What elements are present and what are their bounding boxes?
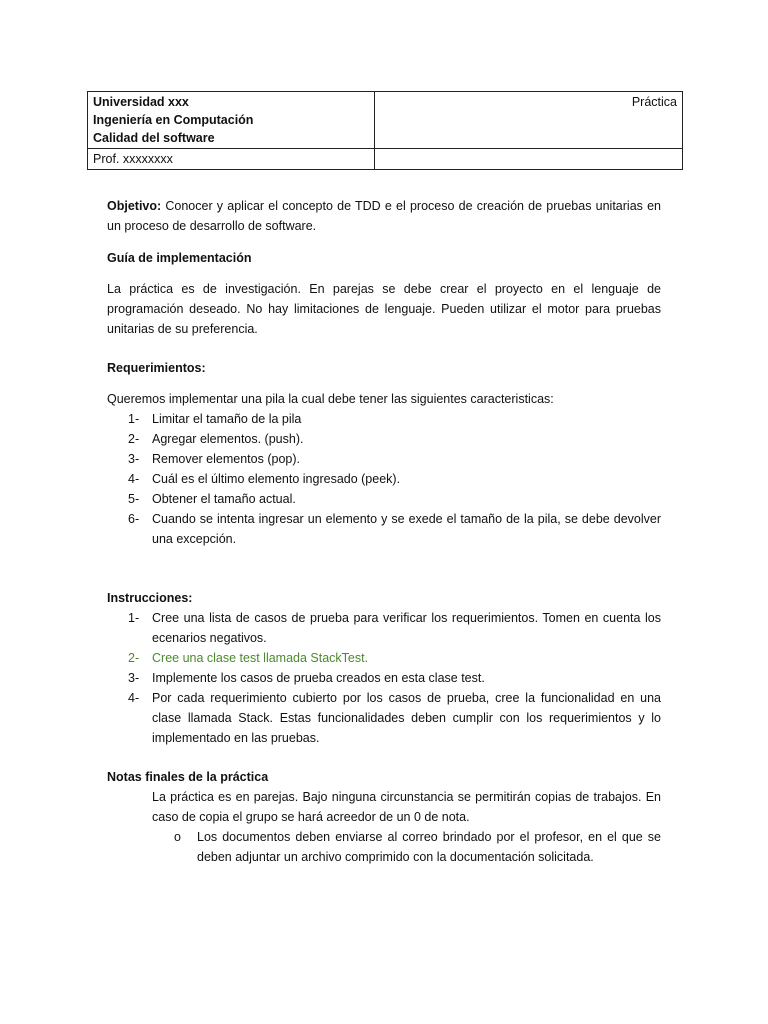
bullet-marker: o (174, 830, 181, 844)
list-item-highlighted: 2- Cree una clase test llamada StackTest. (128, 651, 369, 665)
document-body (107, 196, 661, 867)
list-item: 3- Remover elementos (pop). (128, 452, 300, 466)
instructions-title: Instrucciones: (107, 591, 193, 605)
notes-title: Notas finales de la práctica (107, 770, 269, 784)
course-name: Calidad del software (93, 131, 215, 145)
guide-title: Guía de implementación (107, 251, 252, 265)
header-institution-cell (88, 92, 375, 149)
list-item: 3- Implemente los casos de prueba creados en esta clase test. (128, 671, 485, 685)
header-type-cell (375, 92, 683, 149)
list-item: 1- Cree una lista de casos de prueba para verificar los requerimientos. Tomen en cuenta los ecenarios negativos. (128, 611, 661, 645)
list-item: 4- Por cada requerimiento cubierto por los casos de prueba, cree la funcionalidad en una clase llamada Stack. Estas funcionalidades deben cumplir con los requerimientos y lo implementado en las pruebas. (128, 691, 661, 745)
document-type: Práctica (631, 95, 677, 109)
requirements-intro: Queremos implementar una pila la cual debe tener las siguientes caracteristicas: (107, 392, 554, 406)
professor-cell (88, 149, 375, 170)
requirements-title: Requerimientos: (107, 361, 206, 375)
notes-bullet-text: Los documentos deben enviarse al correo brindado por el profesor, en el que se deben adjuntar un archivo comprimido con la documentación solicitada. (197, 830, 661, 864)
objective-paragraph (107, 196, 661, 236)
professor-name: Prof. xxxxxxxx (93, 152, 173, 166)
requirements-list (107, 409, 661, 549)
objective-label: Objetivo: (107, 199, 162, 213)
header-table (87, 91, 683, 170)
university-name: Universidad xxx (93, 95, 189, 109)
notes-text: La práctica es en parejas. Bajo ninguna circunstancia se permitirán copias de trabajos. En caso de copia el grupo se hará acreedor de un 0 de nota. (152, 790, 661, 824)
program-name: Ingeniería en Computación (93, 113, 254, 127)
list-item: 5- Obtener el tamaño actual. (128, 492, 296, 506)
guide-text: La práctica es de investigación. En parejas se debe crear el proyecto en el lenguaje de programación deseado. No hay limitaciones de lenguaje. Pueden utilizar el motor para pruebas unitarias de su preferencia. (107, 282, 661, 336)
list-item: 6- Cuando se intenta ingresar un elemento y se exede el tamaño de la pila, se debe devolver una excepción. (128, 512, 661, 546)
empty-cell (375, 149, 683, 170)
notes-bullet (107, 827, 661, 867)
list-item: 1- Limitar el tamaño de la pila (128, 412, 302, 426)
list-item: 4- Cuál es el último elemento ingresado (peek). (128, 472, 401, 486)
objective-text: Conocer y aplicar el concepto de TDD e el proceso de creación de pruebas unitarias en un proceso de desarrollo de software. (107, 199, 661, 233)
list-item: 2- Agregar elementos. (push). (128, 432, 304, 446)
instructions-list (107, 608, 661, 748)
